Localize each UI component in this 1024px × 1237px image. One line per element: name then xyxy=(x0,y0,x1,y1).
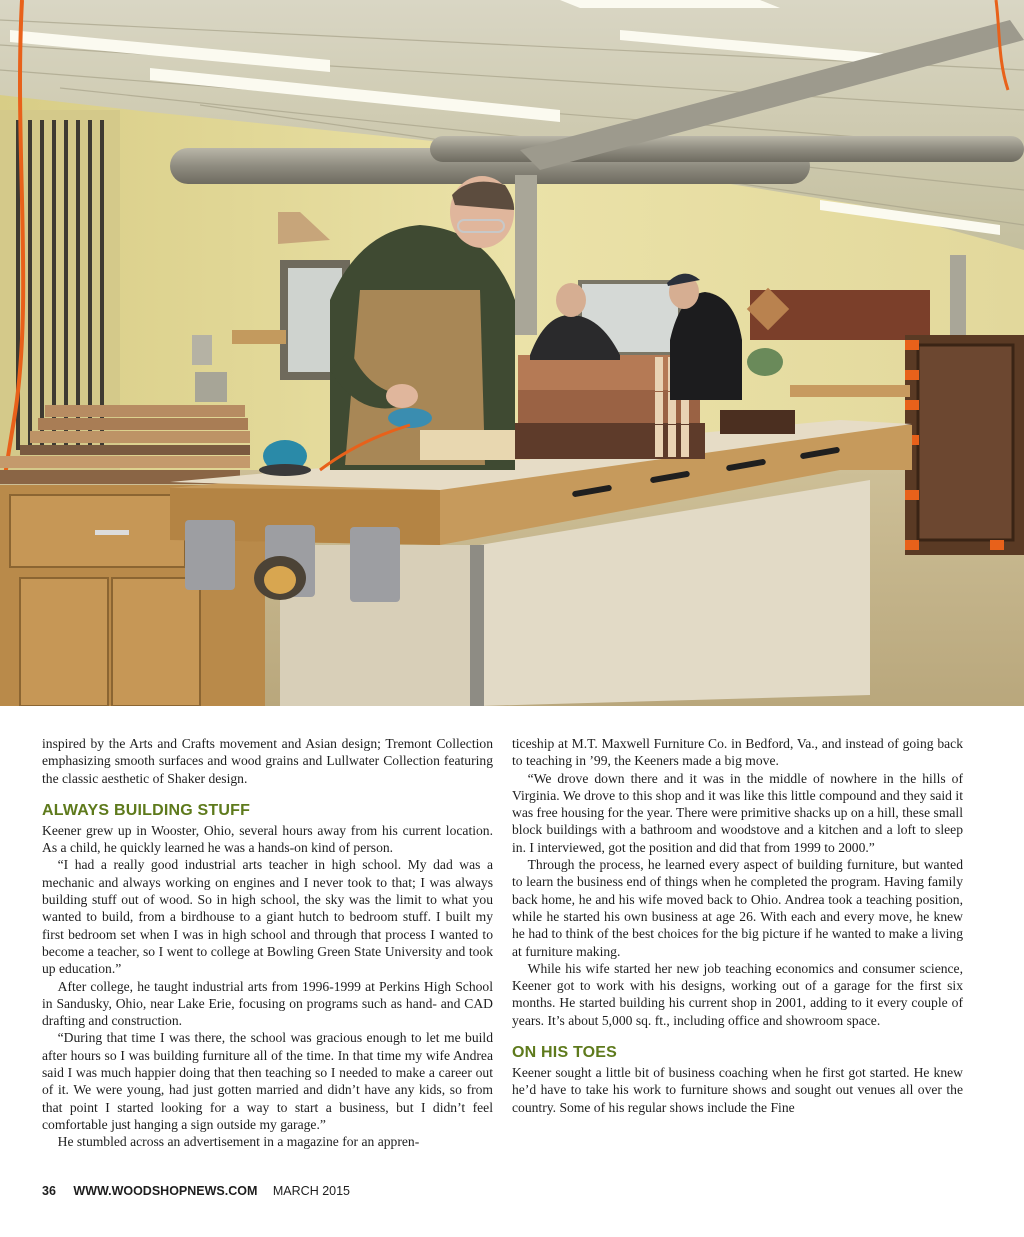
article-column-right xyxy=(512,735,963,1116)
dust-duct-upper xyxy=(430,136,1024,162)
paragraph: He stumbled across an advertisement in a magazine for an appren- xyxy=(57,1134,420,1150)
board-on-bench xyxy=(420,430,530,460)
issue-date: MARCH 2015 xyxy=(272,1184,351,1198)
paragraph: “I had a really good industrial arts teacher in high school. My dad was a mechanic and always working on engines and I never took to that; I was always building stuff out of wood. So in high school, the sky was the limit to what you wanted to build, from a birdhouse to a giant hutch to bedroom stuff. I built my first bedroom set when I was in high school and through that process I wanted to become a teacher, so I went to college at Bowling Green State University and took up education.” xyxy=(42,857,493,977)
page-footer xyxy=(42,1184,350,1198)
dust-duct-drop xyxy=(515,175,537,335)
page-number: 36 xyxy=(42,1184,56,1198)
paragraph: Through the process, he learned every aspect of building furniture, but wanted to learn the business end of things when he completed the program. Having family back home, he and his wife moved back to Ohio. Andrea took a teaching position, while he started his own business at age 26. With each and every move, he knew he had to think of the best choices for the big picture if he wanted to make a living at furniture making. xyxy=(512,857,963,959)
article-column-left xyxy=(42,735,493,1151)
section-heading: ALWAYS BUILDING STUFF xyxy=(42,801,251,819)
paragraph: “During that time I was there, the school was gracious enough to let me build after hours so I was building furniture all of the time. In that time my wife Andrea said I was much happier doing that then teaching so I needed to make a career out of it. We were young, had just gotten married and didn’t have any kids, so from that point I started looking for a way to start a business, but I didn’t feel comfortable just hanging a sign outside my garage.” xyxy=(42,1030,493,1132)
paragraph: Keener sought a little bit of business coaching when he first got started. He knew he’d have to take his work to furniture shows and sought out venues all over the country. Some of his regular shows include the Fine xyxy=(512,1065,963,1115)
paragraph: inspired by the Arts and Crafts movement and Asian design; Tremont Collection emphasizing smooth surfaces and wood grains and Lullwater Collection featuring the classic aesthetic of Shaker design. xyxy=(42,736,493,786)
paragraph: While his wife started her new job teaching economics and consumer science, Keener got to work with his designs, working out of a garage for the first six months. He started building his current shop in 2001, adding to it every couple of years. It’s about 5,000 sq. ft., including office and showroom space. xyxy=(512,960,963,1028)
paragraph: Keener grew up in Wooster, Ohio, several hours away from his current location. As a child, he quickly learned he was a hands-on kind of person. xyxy=(42,822,493,856)
paragraph: “We drove down there and it was in the middle of nowhere in the hills of Virginia. We drove to this shop and it was like this little compound and they said it was free housing for the year. There were primitive shacks up on a hill, these small block buildings with a bathroom and woodstove and a kitchen and a loft to sleep in. I interviewed, got the position and did that from 1999 to 2000.” xyxy=(512,770,963,855)
section-heading: ON HIS TOES xyxy=(512,1044,618,1062)
paragraph: ticeship at M.T. Maxwell Furniture Co. in Bedford, Va., and instead of going back to teaching in ’99, the Keeners made a big move. xyxy=(512,736,963,769)
website-url: WWW.WOODSHOPNEWS.COM xyxy=(73,1184,258,1198)
paragraph: After college, he taught industrial arts from 1996-1999 at Perkins High School in Sandusky, Ohio, near Lake Erie, focusing on programs such as hand- and CAD drafting and construction. xyxy=(42,978,493,1029)
